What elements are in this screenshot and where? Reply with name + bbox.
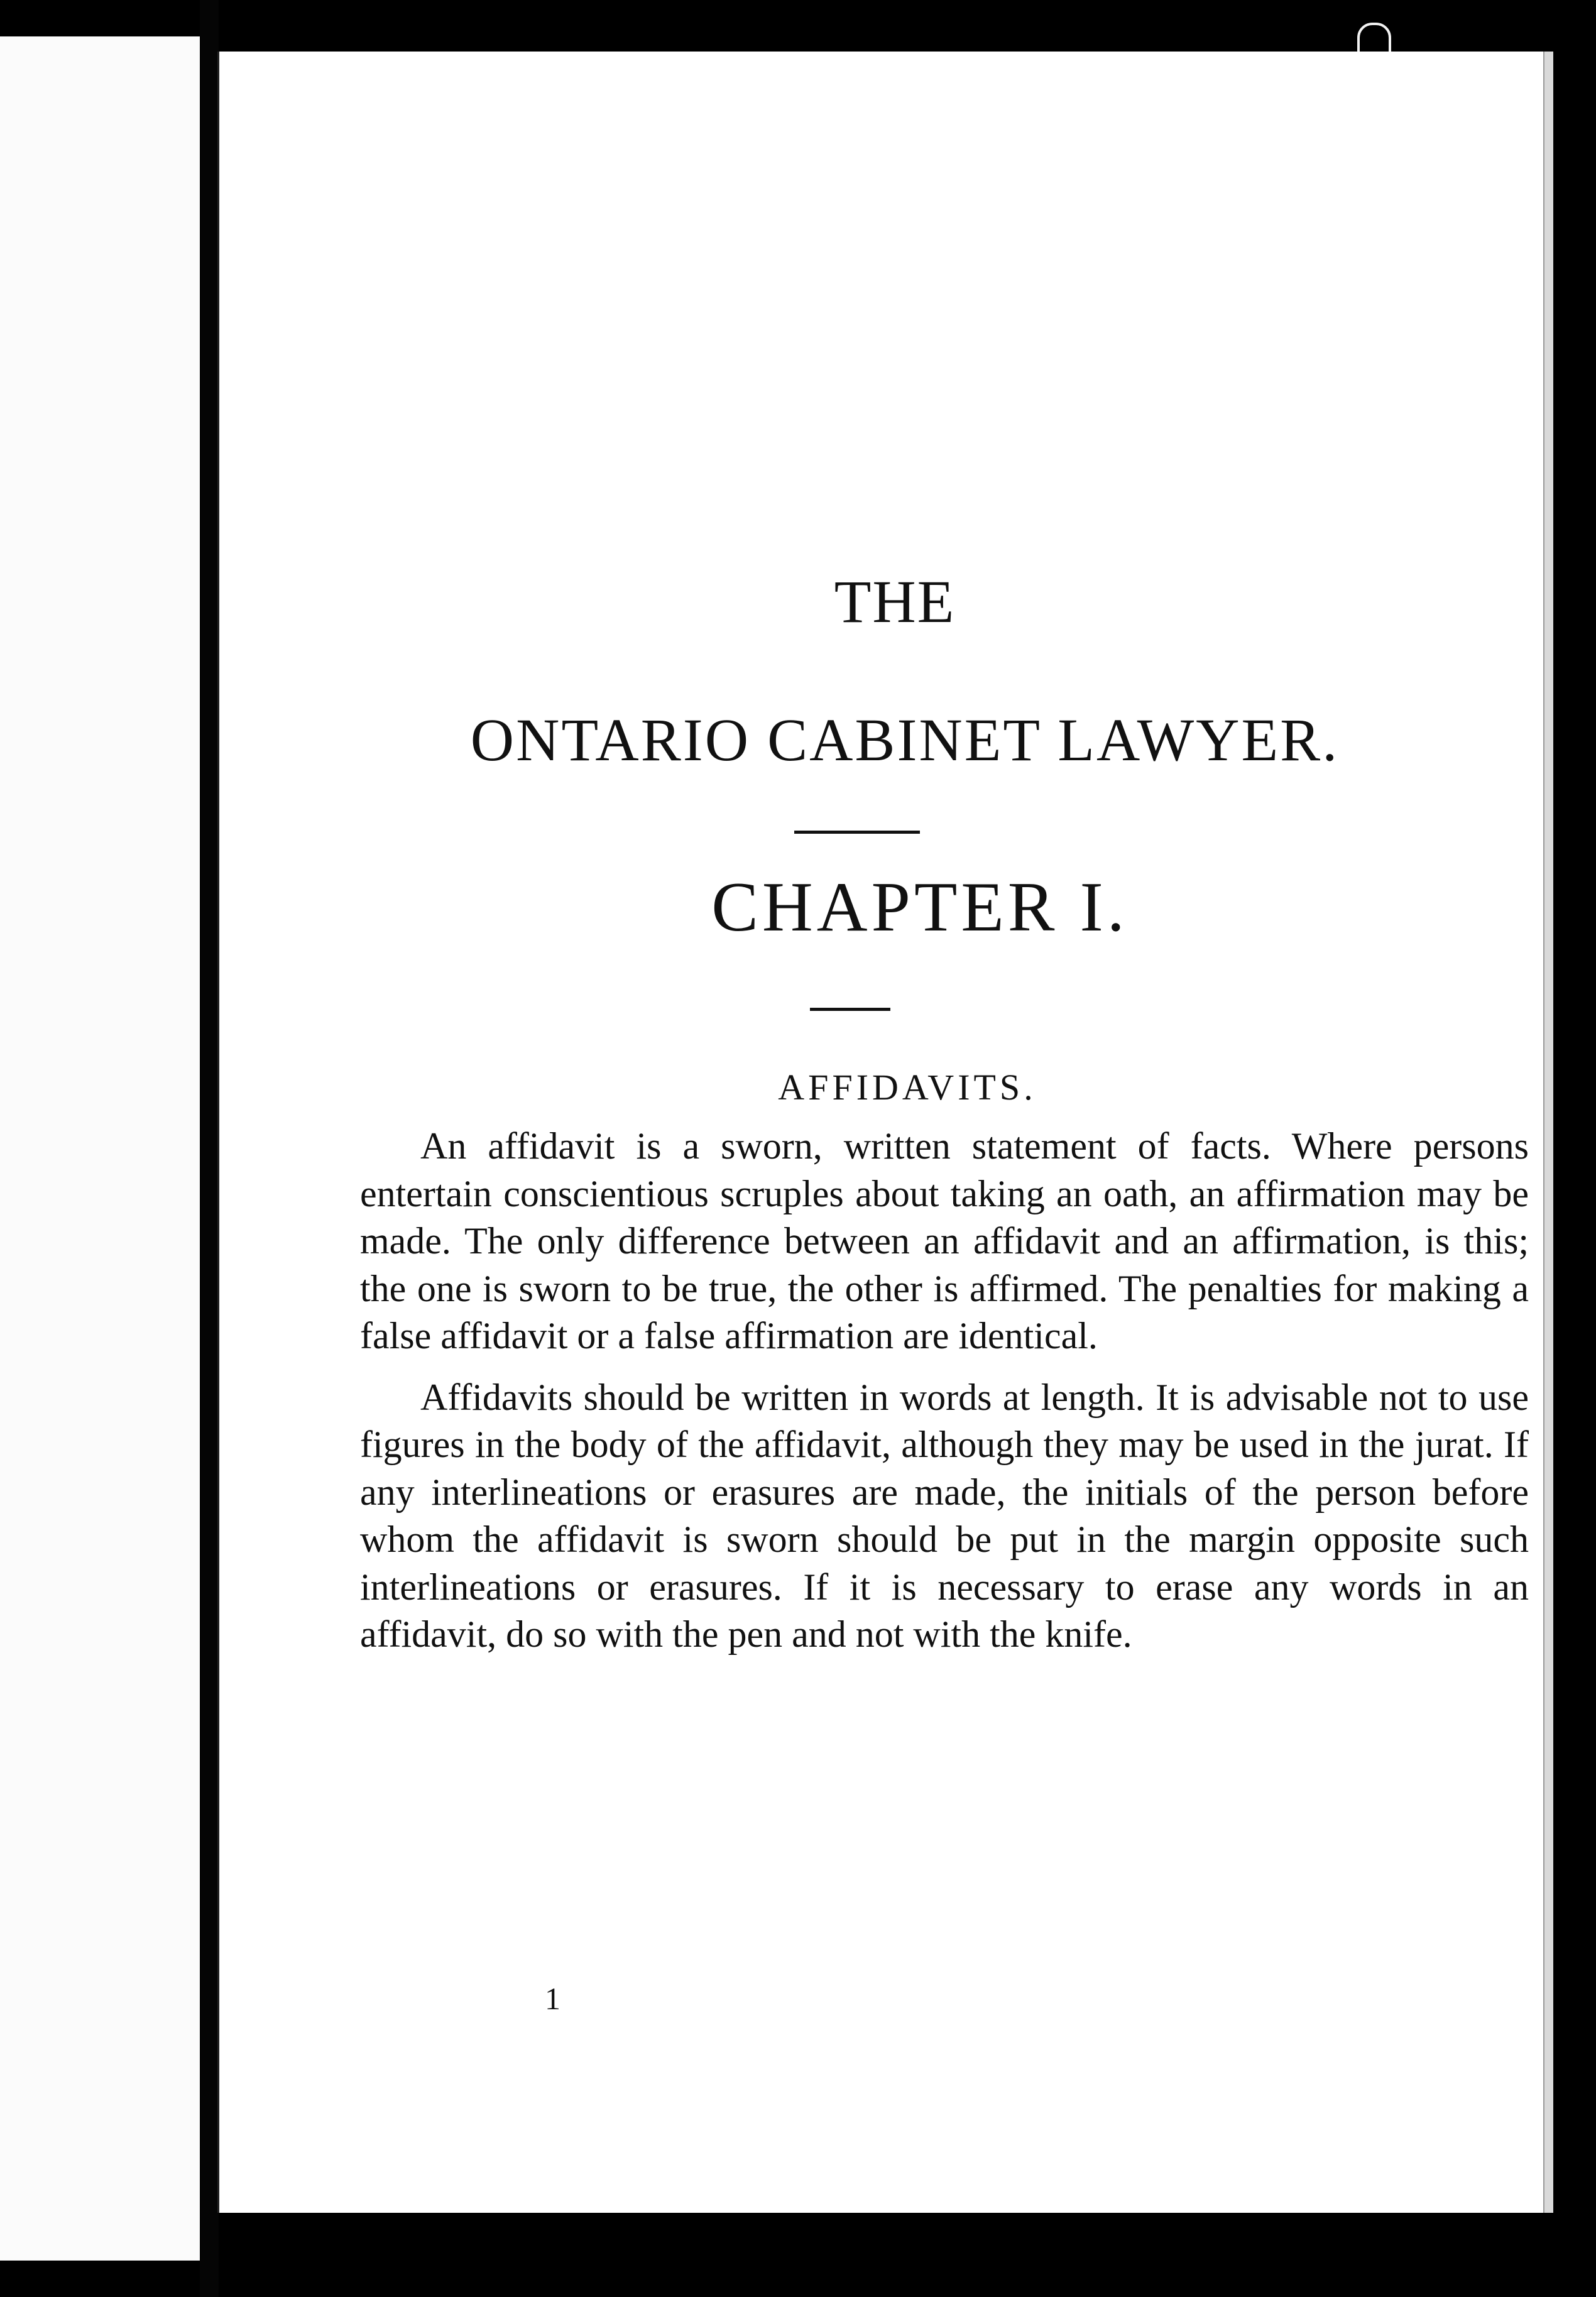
book-title: ONTARIO CABINET LAWYER. [470,706,1340,773]
book-page [217,52,1545,2213]
paragraph-1: An affidavit is a sworn, written statement of facts. Where persons entertain conscientious scruples about taking an oath, an affirmation may be made. The only difference between an affidavit and an affirmation, is this; the one is sworn to be true, the other is affirmed. The penalties for making a false affidavit or a false affirmation are identical. [360,1125,1529,1356]
body-text [360,1123,1529,1672]
page-edge [1543,52,1553,2213]
book-gutter [200,0,219,2297]
facing-page [0,36,204,2261]
section-heading: AFFIDAVITS. [778,1067,1037,1108]
chapter-divider [810,1008,890,1011]
book-title-the: THE [834,568,956,635]
paragraph-2: Affidavits should be written in words at length. It is advisable not to use figures in the body of the affidavit, although they may be used in the jurat. If any interlineations or erasures are made, the initials of the person before whom the affidavit is sworn should be put in the margin opposite such interlineations or erasures. If it is necessary to erase any words in an affidavit, do so with the pen and not with the knife. [360,1376,1529,1655]
page-number: 1 [545,1981,560,2016]
chapter-heading: CHAPTER I. [711,868,1129,946]
title-divider [794,831,920,834]
